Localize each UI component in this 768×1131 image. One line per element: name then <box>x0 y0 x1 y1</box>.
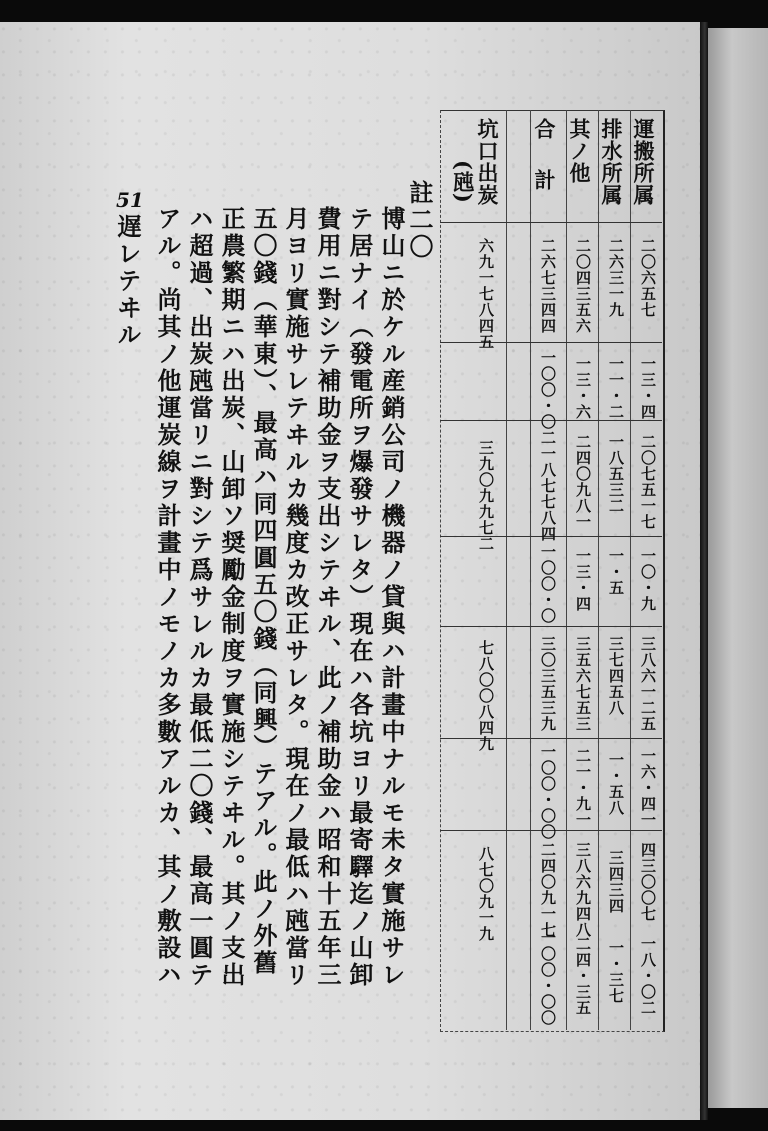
table-divider <box>530 110 531 1030</box>
table-cell: 三五六七五三 <box>574 636 592 732</box>
table-cell: 二〇六五七 <box>639 238 657 318</box>
table-cell: 七八〇〇八四九 <box>477 640 495 752</box>
page-binding-edge <box>700 22 708 1120</box>
table-cell: 一〇〇・〇 <box>539 350 557 430</box>
table-cell: 二〇七五一七 <box>639 434 657 530</box>
table-cell: 二四・三五 <box>574 936 592 1016</box>
note-label: 註二〇 <box>405 180 434 261</box>
note-line: 月ヨリ實施サレテヰルカ幾度カ改正サレタ。現在ノ最低ハ瓲當リ <box>281 206 310 989</box>
table-cell: 一〇〇・〇 <box>539 544 557 624</box>
table-header-cell: 排水所属 <box>599 118 624 206</box>
table-cell: 六九一七八四五 <box>477 238 495 350</box>
page-number: 51 <box>116 188 144 212</box>
note-line: 五〇錢（華東）、最高ハ同四圓五〇錢（同興）テアル。此ノ外舊 <box>249 206 278 977</box>
table-cell: 一・三七 <box>607 940 625 1004</box>
note-line: 正農繁期ニハ出炭、山卸ソ奨勵金制度ヲ實施シテヰル。其ノ支出 <box>217 206 246 989</box>
table-cell: 二四〇九八一 <box>574 434 592 530</box>
table-divider <box>440 342 662 343</box>
table-cell: 三四三四 <box>607 850 625 914</box>
note-line: 遅レテヰル <box>113 214 142 349</box>
table-cell: 一八五三二 <box>607 434 625 514</box>
adjacent-page-edge <box>708 28 768 1108</box>
table-cell: 八七〇九一九 <box>477 846 495 942</box>
table-cell: 一・五八 <box>607 752 625 816</box>
table-cell: 二一・九一 <box>574 748 592 828</box>
note-line: 博山ニ於ケル産銷公司ノ機器ノ貸與ハ計畫中ナルモ未タ實施サレ <box>377 206 406 989</box>
table-header-cell: 運搬所属 <box>631 118 656 206</box>
table-divider <box>440 626 662 627</box>
table-cell: 一六・四一 <box>639 748 657 828</box>
table-cell: 一・五 <box>607 548 625 596</box>
table-cell: 三九〇九九七二 <box>477 440 495 552</box>
table-cell: 二六七三四四 <box>539 238 557 334</box>
note-line: 費用ニ對シテ補助金ヲ支出シテヰル、此ノ補助金ハ昭和十五年三 <box>313 206 342 989</box>
table-header-cell: 坑口出炭 <box>475 118 500 206</box>
table-cell: 一〇〇・〇〇 <box>539 930 557 1026</box>
note-line: アル。尚其ノ他運炭線ヲ計畫中ノモノカ多數アルカ、其ノ敷設ハ <box>153 206 182 989</box>
table-cell: 一三・四 <box>639 356 657 420</box>
table-cell: 一八・〇二 <box>639 936 657 1016</box>
table-cell: 三七四五八 <box>607 636 625 716</box>
table-cell: 二四〇九一七 <box>539 842 557 938</box>
table-header-unit: (瓲) <box>451 160 476 204</box>
table-header-cell: 其ノ他 <box>567 118 592 184</box>
table-cell: 一三・四 <box>574 548 592 612</box>
table-cell: 三八六九四八 <box>574 842 592 938</box>
note-line: ハ超過、出炭瓲當リニ對シテ爲サレルカ最低二〇錢、最高一圓テ <box>185 206 214 989</box>
table-cell: 三八六一二五 <box>639 636 657 732</box>
table-cell: 一三・六 <box>574 356 592 420</box>
table-divider <box>506 110 507 1030</box>
table-divider <box>440 222 662 223</box>
table-divider <box>440 738 662 739</box>
table-cell: 一〇〇・〇〇 <box>539 744 557 840</box>
table-cell: 一〇・九 <box>639 548 657 612</box>
table-cell: 四三〇〇七 <box>639 842 657 922</box>
table-divider <box>598 110 599 1030</box>
table-cell: 三〇三五三九 <box>539 636 557 732</box>
table-cell: 二一八七七八四 <box>539 430 557 542</box>
table-divider <box>630 110 631 1030</box>
table-cell: 二〇四三五六 <box>574 238 592 334</box>
table-cell: 一一・二 <box>607 356 625 420</box>
table-divider <box>566 110 567 1030</box>
table-header-cell: 合計 <box>532 118 557 220</box>
table-cell: 二六三一九 <box>607 238 625 318</box>
note-line: テ居ナイ（發電所ヲ爆發サレタ）現在ハ各坑ヨリ最寄驛迄ノ山卸 <box>345 206 374 989</box>
